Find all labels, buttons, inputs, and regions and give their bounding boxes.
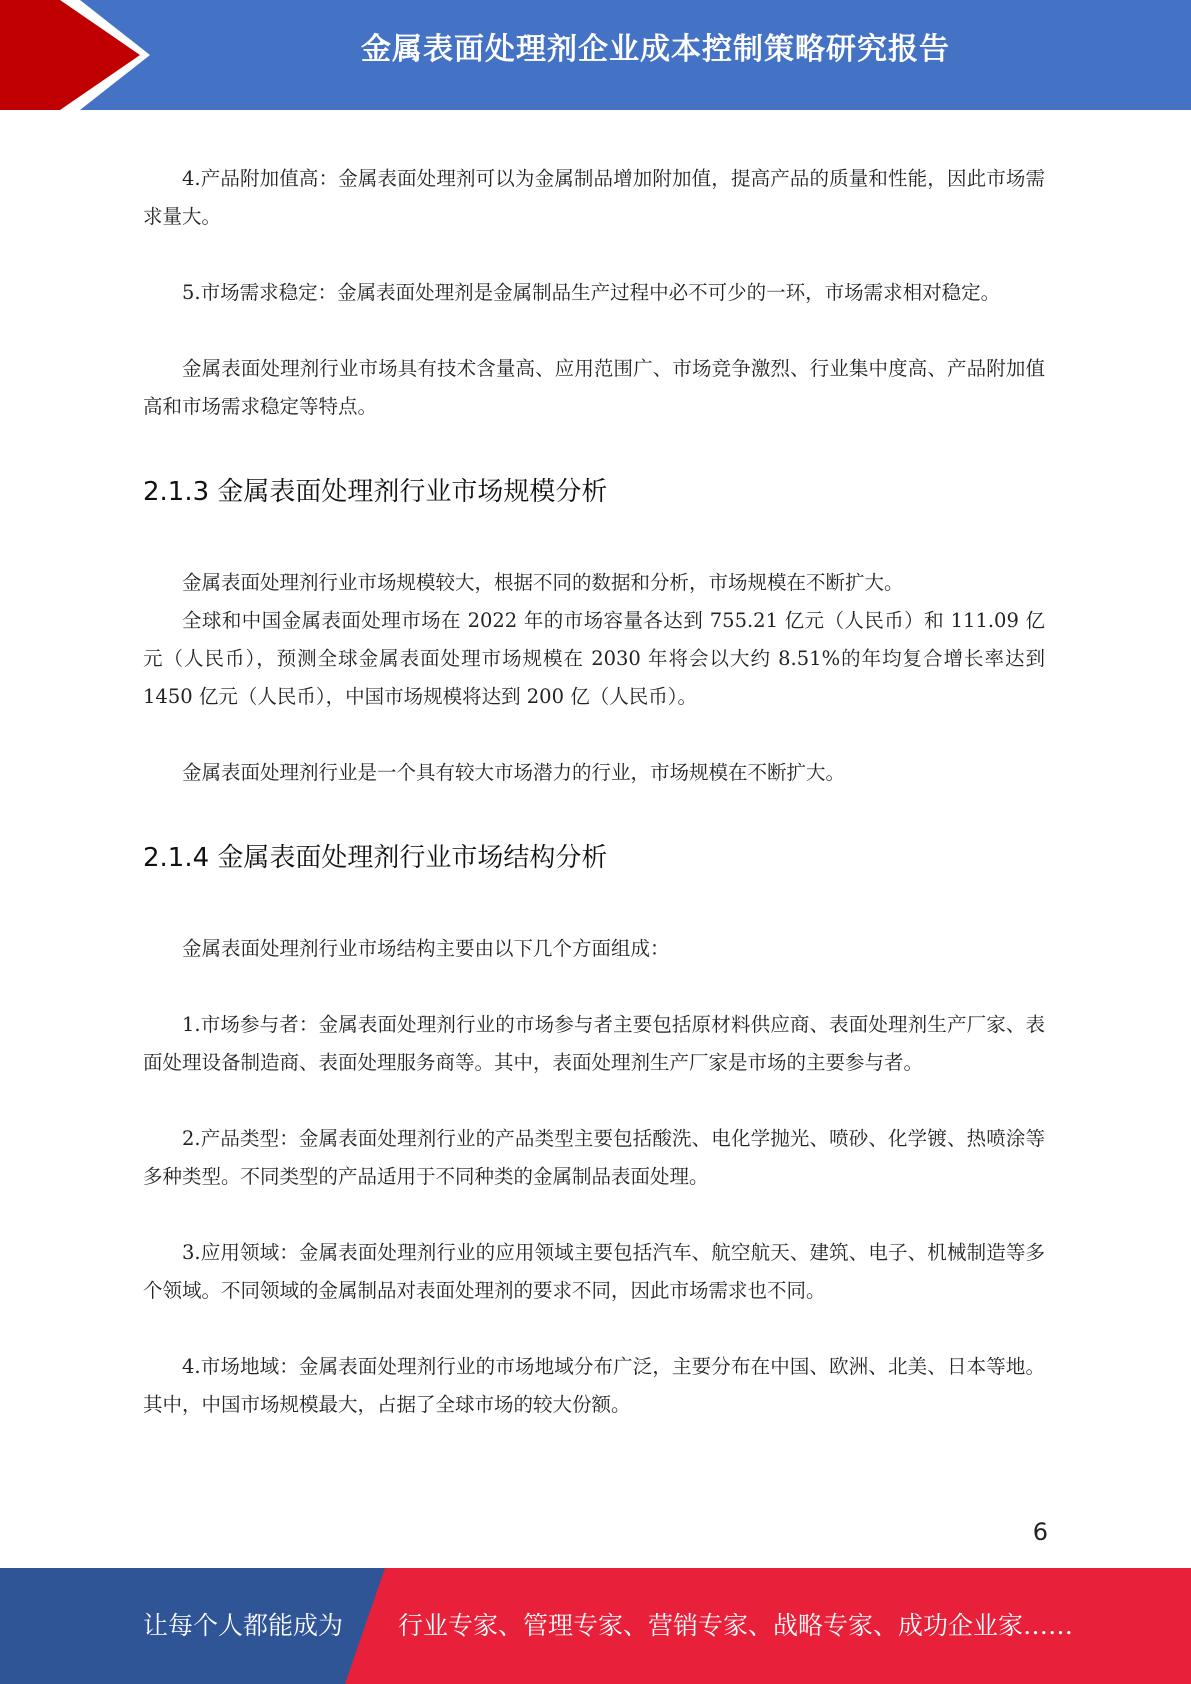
paragraph: 金属表面处理剂行业是一个具有较大市场潜力的行业，市场规模在不断扩大。 bbox=[182, 761, 846, 784]
paragraph: 1.市场参与者：金属表面处理剂行业的市场参与者主要包括原材料供应商、表面处理剂生产厂家、表面处理设备制造商、表面处理服务商等。其中，表面处理剂生产厂家是市场的主要参与者。 bbox=[143, 1013, 1045, 1074]
paragraph: 3.应用领域：金属表面处理剂行业的应用领域主要包括汽车、航空航天、建筑、电子、机械制造等多个领域。不同领域的金属制品对表面处理剂的要求不同，因此市场需求也不同。 bbox=[143, 1241, 1045, 1302]
page-number: 6 bbox=[1032, 1518, 1048, 1546]
section-heading-2-1-3: 2.1.3 金属表面处理剂行业市场规模分析 bbox=[143, 477, 608, 507]
report-title: 金属表面处理剂企业成本控制策略研究报告 bbox=[361, 32, 950, 67]
page-footer bbox=[0, 1568, 1191, 1684]
footer-slogan-right: 行业专家、管理专家、营销专家、战略专家、成功企业家…… bbox=[398, 1611, 1074, 1640]
paragraph: 5.市场需求稳定：金属表面处理剂是金属制品生产过程中必不可少的一环，市场需求相对稳定。 bbox=[182, 281, 1001, 304]
paragraph: 4.市场地域：金属表面处理剂行业的市场地域分布广泛，主要分布在中国、欧洲、北美、日本等地。其中，中国市场规模最大，占据了全球市场的较大份额。 bbox=[143, 1355, 1045, 1416]
paragraph: 2.产品类型：金属表面处理剂行业的产品类型主要包括酸洗、电化学抛光、喷砂、化学镀、热喷涂等多种类型。不同类型的产品适用于不同种类的金属制品表面处理。 bbox=[143, 1127, 1045, 1188]
paragraph: 金属表面处理剂行业市场规模较大，根据不同的数据和分析，市场规模在不断扩大。 bbox=[182, 571, 904, 594]
paragraph: 全球和中国金属表面处理市场在 2022 年的市场容量各达到 755.21 亿元（人民币）和 111.09 亿元（人民币），预测全球金属表面处理市场规模在 2030 年将会以大约 8.51%的年均复合增长率达到 1450 亿元（人民币），中国市场规模将达到 200 亿（人民币）。 bbox=[143, 609, 1045, 708]
paragraph: 金属表面处理剂行业市场结构主要由以下几个方面组成： bbox=[182, 937, 670, 960]
paragraph: 金属表面处理剂行业市场具有技术含量高、应用范围广、市场竞争激烈、行业集中度高、产品附加值高和市场需求稳定等特点。 bbox=[143, 357, 1045, 418]
page-header bbox=[0, 0, 1191, 110]
header-chevron-icon bbox=[0, 0, 160, 110]
footer-slogan-left: 让每个人都能成为 bbox=[143, 1611, 344, 1640]
section-heading-2-1-4: 2.1.4 金属表面处理剂行业市场结构分析 bbox=[143, 843, 608, 873]
page-content bbox=[143, 160, 1045, 1424]
paragraph: 4.产品附加值高：金属表面处理剂可以为金属制品增加附加值，提高产品的质量和性能，因此市场需求量大。 bbox=[143, 167, 1045, 228]
